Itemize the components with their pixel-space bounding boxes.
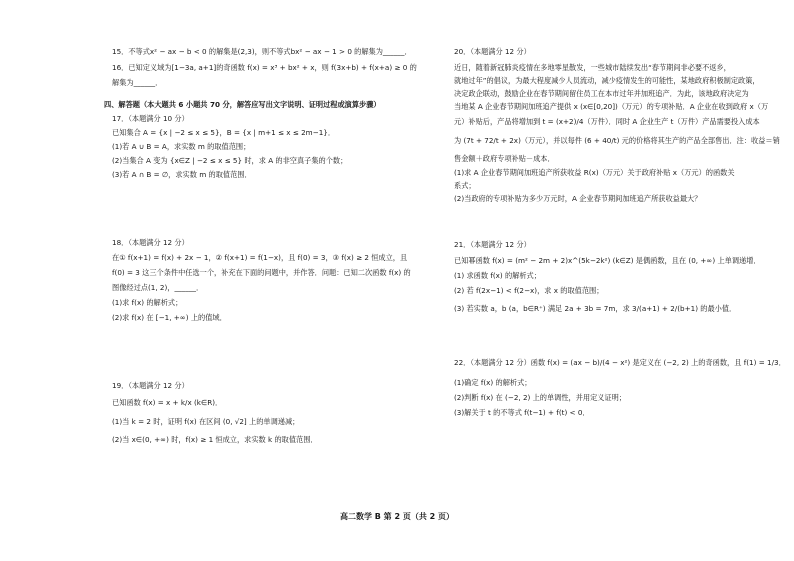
question-15: 15．不等式x² − ax − b < 0 的解集是(2,3)，则不等式bx² − ax − 1 > 0 的解集为______． <box>112 47 412 56</box>
question-21-part1: (1) 求函数 f(x) 的解析式； <box>454 271 541 280</box>
question-18-line2: f(0) = 3 这三个条件中任选一个，补充在下面的问题中，并作答．问题：已知二次函数 f(x) 的 <box>112 268 411 277</box>
question-17-part1: (1)若 A ∪ B = A，求实数 m 的取值范围； <box>112 142 251 151</box>
question-17-line1: 已知集合 A = {x | −2 ≤ x ≤ 5}，B = {x | m+1 ≤ x ≤ 2m−1}． <box>112 128 336 137</box>
question-19-line1: 已知函数 f(x) = x + k/x (k∈R)． <box>112 398 223 407</box>
question-19-part1: (1)当 k = 2 时，证明 f(x) 在区间 (0, √2] 上的单调递减； <box>112 417 300 426</box>
question-20-part1: (1)求 A 企业春节期间加班追产所获收益 R(x)（万元）关于政府补贴 x（万元）的函数关 <box>454 168 735 177</box>
question-16-line2: 解集为______． <box>112 78 163 87</box>
question-17-part2: (2)当集合 A 变为 {x∈Z | −2 ≤ x ≤ 5} 时，求 A 的非空真子集的个数； <box>112 156 348 165</box>
question-18-line1: 在① f(x+1) = f(x) + 2x − 1，② f(x+1) = f(1−x)，且 f(0) = 3，③ f(x) ≥ 2 恒成立，且 <box>112 253 408 262</box>
question-21-line1: 已知幂函数 f(x) = (m² − 2m + 2)x^(5k−2k²) (k∈Z) 是偶函数，且在 (0, +∞) 上单调递增． <box>454 256 761 265</box>
question-20-line1: 近日，随着新冠肺炎疫情在多地零星散发，一些城市陆续发出“春节期间非必要不返乡， <box>454 63 731 72</box>
question-20-title: 20．（本题满分 12 分） <box>454 47 531 56</box>
question-21-part2: (2) 若 f(2x−1) < f(2−x)，求 x 的取值范围； <box>454 286 604 295</box>
question-20-line2: 就地过年”的倡议，为最大程度减少人员流动，减少疫情发生的可能性，某地政府积极制定政策， <box>454 76 760 85</box>
question-20-line5: 元）补贴后，产品将增加到 t = (x+2)/4（万件）．同时 A 企业生产 t（万件）产品需要投入成本 <box>454 117 760 126</box>
question-20-line3: 决定政企联动，鼓励企业在春节期间留住员工在本市过年并加班追产．为此，该地政府决定为 <box>454 89 749 98</box>
question-21-part3: (3) 若实数 a，b (a，b∈R⁺) 满足 2a + 3b = 7m，求 3/(a+1) + 2/(b+1) 的最小值． <box>454 304 737 313</box>
question-17-part3: (3)若 A ∩ B = ∅，求实数 m 的取值范围． <box>112 170 252 179</box>
question-19-title: 19．（本题满分 12 分） <box>112 381 189 390</box>
question-20-part2: (2)当政府的专项补贴为多少万元时，A 企业春节期间加班追产所获收益最大？ <box>454 194 702 203</box>
question-22-part3: (3)解关于 t 的不等式 f(t−1) + f(t) < 0． <box>454 408 590 417</box>
question-22-part2: (2)判断 f(x) 在 (−2, 2) 上的单调性，并用定义证明； <box>454 393 627 402</box>
section-heading: 四、解答题（本大题共 6 小题共 70 分，解答应写出文字说明、证明过程或演算步骤） <box>104 100 381 109</box>
question-18-title: 18．（本题满分 12 分） <box>112 238 189 247</box>
question-20-part1-cont: 系式； <box>454 181 476 190</box>
question-22-line1: 22．（本题满分 12 分）函数 f(x) = (ax − b)/(4 − x²) 是定义在 (−2, 2) 上的奇函数，且 f(1) = 1/3． <box>454 358 786 367</box>
question-18-part2: (2)求 f(x) 在 [−1, +∞) 上的值域． <box>112 313 227 322</box>
page-footer: 高二数学 B 第 2 页（共 2 页） <box>340 512 454 521</box>
question-20-line4: 当地某 A 企业春节期间加班追产提供 x (x∈[0,20])（万元）的专项补贴．A 企业在收到政府 x（万 <box>454 102 769 111</box>
question-18-part1: (1)求 f(x) 的解析式； <box>112 298 183 307</box>
question-22-part1: (1)确定 f(x) 的解析式； <box>454 378 532 387</box>
question-20-line7: 售金额＋政府专项补贴－成本． <box>454 154 555 163</box>
question-17-title: 17．（本题满分 10 分） <box>112 114 189 123</box>
question-18-line3: 图像经过点(1, 2)，______． <box>112 283 204 292</box>
question-16-line1: 16．已知定义域为[1−3a, a+1]的奇函数 f(x) = x³ + bx² + x，则 f(3x+b) + f(x+a) ≥ 0 的 <box>112 63 417 72</box>
question-21-title: 21．（本题满分 12 分） <box>454 240 531 249</box>
question-20-line6: 为 (7t + 72/t + 2x)（万元），并以每件 (6 + 40/t) 元的价格将其生产的产品全部售出．注：收益＝销 <box>454 136 780 145</box>
question-19-part2: (2)当 x∈(0, +∞) 时，f(x) ≥ 1 恒成立，求实数 k 的取值范围． <box>112 435 318 444</box>
